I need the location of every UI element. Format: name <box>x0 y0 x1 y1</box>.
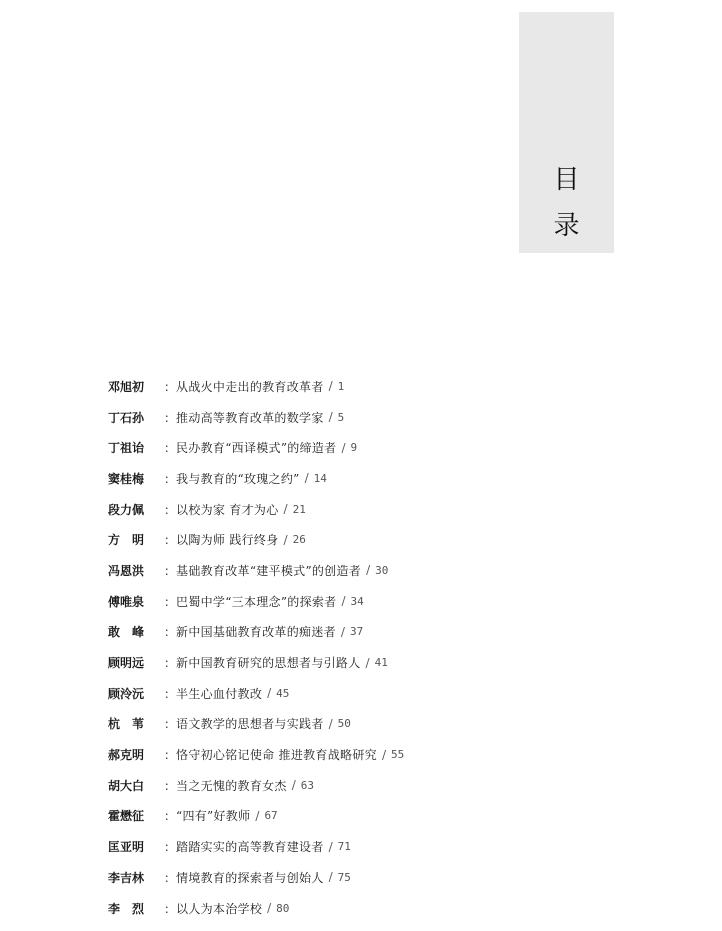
toc-entry-title: 我与教育的“玫瑰之约” <box>176 471 300 486</box>
toc-entry-separator: ： <box>164 379 177 394</box>
toc-entry[interactable] <box>108 494 668 525</box>
toc-entry-page-number: 71 <box>337 840 351 854</box>
toc-entry[interactable] <box>108 862 668 893</box>
toc-entry-slash: / <box>267 686 272 701</box>
toc-entry-title: 基础教育改革“建平模式”的创造者 <box>176 563 362 578</box>
toc-entry-page-number: 50 <box>337 717 351 731</box>
toc-entry-page-number: 41 <box>374 656 388 670</box>
toc-entry-author: 郝克明 <box>108 748 145 763</box>
toc-entry-separator: ： <box>164 533 177 548</box>
toc-heading-char-2: 录 <box>553 211 580 241</box>
toc-entry-author: 方 明 <box>108 533 145 548</box>
toc-entry-separator: ： <box>164 441 177 456</box>
toc-entry-author: 邓旭初 <box>108 379 145 394</box>
toc-entry-separator: ： <box>164 901 177 916</box>
toc-entry-author: 李 烈 <box>108 901 145 916</box>
toc-entry-author: 霍懋征 <box>108 809 145 824</box>
toc-entry-title: 情境教育的探索者与创始人 <box>176 870 324 885</box>
table-of-contents <box>108 371 668 923</box>
toc-entry[interactable] <box>108 893 668 924</box>
toc-entry-page-number: 30 <box>375 563 389 577</box>
toc-entry-title: 半生心血付教改 <box>176 686 263 701</box>
toc-entry[interactable] <box>108 432 668 463</box>
toc-entry-separator: ： <box>164 471 177 486</box>
toc-entry[interactable] <box>108 739 668 770</box>
toc-entry-slash: / <box>283 502 288 517</box>
toc-entry-separator: ： <box>164 656 177 671</box>
toc-entry-title: 当之无愧的教育女杰 <box>176 778 287 793</box>
toc-entry-author: 顾泠沅 <box>108 686 145 701</box>
toc-entry-page-number: 63 <box>300 778 315 792</box>
toc-entry-title: 以陶为师 践行终身 <box>176 533 279 548</box>
toc-entry-title: 新中国基础教育改革的痴迷者 <box>176 625 336 640</box>
toc-entry-separator: ： <box>164 717 177 732</box>
toc-entry-author: 敢 峰 <box>108 625 145 640</box>
toc-entry-separator: ： <box>164 594 177 609</box>
toc-entry-separator: ： <box>164 563 177 578</box>
toc-entry[interactable] <box>108 831 668 862</box>
toc-entry-author: 杭 苇 <box>108 717 145 732</box>
toc-entry-author: 冯恩洪 <box>108 563 145 578</box>
toc-entry[interactable] <box>108 586 668 617</box>
toc-entry-slash: / <box>340 624 345 639</box>
toc-entry-separator: ： <box>164 502 177 517</box>
toc-entry-page-number: 5 <box>337 410 345 424</box>
toc-entry-author: 傅唯泉 <box>108 594 145 609</box>
toc-entry-separator: ： <box>164 840 177 855</box>
toc-entry[interactable] <box>108 463 668 494</box>
toc-entry-separator: ： <box>164 870 177 885</box>
toc-entry-title: 语文教学的思想者与实践者 <box>176 717 324 732</box>
toc-entry-author: 李吉林 <box>108 870 145 885</box>
toc-entry-slash: / <box>328 379 333 394</box>
toc-entry-title: 恪守初心铭记使命 推进教育战略研究 <box>176 748 377 763</box>
toc-entry-title: 推动高等教育改革的数学家 <box>176 410 324 425</box>
toc-entry-author: 窦桂梅 <box>108 471 145 486</box>
toc-entry-slash: / <box>341 440 346 455</box>
toc-entry-slash: / <box>304 471 309 486</box>
toc-entry-slash: / <box>366 563 371 578</box>
toc-entry-page-number: 80 <box>276 901 290 915</box>
toc-entry-separator: ： <box>164 410 177 425</box>
toc-entry-slash: / <box>381 747 386 762</box>
toc-entry-slash: / <box>328 716 333 731</box>
toc-entry-author: 丁祖诒 <box>108 441 145 456</box>
toc-entry[interactable] <box>108 524 668 555</box>
toc-entry[interactable] <box>108 770 668 801</box>
toc-entry-author: 顾明远 <box>108 656 145 671</box>
toc-entry-separator: ： <box>164 809 177 824</box>
toc-entry-separator: ： <box>164 748 177 763</box>
toc-entry-separator: ： <box>164 625 177 640</box>
toc-entry-separator: ： <box>164 686 177 701</box>
toc-entry-author: 段力佩 <box>108 502 145 517</box>
toc-entry-author: 匡亚明 <box>108 840 145 855</box>
toc-entry-slash: / <box>267 901 272 916</box>
toc-entry-page-number: 26 <box>292 533 306 547</box>
toc-entry-page-number: 45 <box>276 686 290 700</box>
toc-entry-slash: / <box>283 532 288 547</box>
toc-entry-page-number: 21 <box>292 502 306 516</box>
toc-entry-separator: ： <box>164 778 177 793</box>
toc-entry[interactable] <box>108 371 668 402</box>
toc-entry-slash: / <box>341 594 346 609</box>
toc-entry-title: 从战火中走出的教育改革者 <box>176 379 324 394</box>
toc-heading-char-1: 目 <box>553 165 580 195</box>
toc-entry-slash: / <box>291 778 296 793</box>
toc-entry-slash: / <box>328 410 333 425</box>
toc-entry-slash: / <box>328 839 333 854</box>
toc-entry-title: 民办教育“西译模式”的缔造者 <box>176 441 337 456</box>
toc-entry-page-number: 14 <box>313 471 327 485</box>
toc-entry-page-number: 1 <box>337 379 345 393</box>
toc-entry-title: 巴蜀中学“三本理念”的探索者 <box>176 594 337 609</box>
toc-entry[interactable] <box>108 402 668 433</box>
toc-entry-title: “四有”好教师 <box>176 809 251 824</box>
toc-entry[interactable] <box>108 555 668 586</box>
toc-entry-title: 以人为本治学校 <box>176 901 263 916</box>
toc-entry-page-number: 9 <box>350 441 358 455</box>
toc-entry-author: 胡大白 <box>108 778 145 793</box>
toc-heading-tab <box>519 12 614 253</box>
toc-entry[interactable] <box>108 617 668 648</box>
toc-entry-page-number: 75 <box>337 870 351 884</box>
toc-entry[interactable] <box>108 801 668 832</box>
toc-entry[interactable] <box>108 709 668 740</box>
toc-entry-page-number: 34 <box>350 594 364 608</box>
toc-entry-slash: / <box>365 655 370 670</box>
toc-entry[interactable] <box>108 678 668 709</box>
toc-entry-title: 以校为家 育才为心 <box>176 502 279 517</box>
toc-entry-title: 踏踏实实的高等教育建设者 <box>176 840 324 855</box>
toc-entry-page-number: 55 <box>390 748 405 762</box>
toc-entry-slash: / <box>255 808 260 823</box>
toc-entry[interactable] <box>108 647 668 678</box>
toc-entry-page-number: 67 <box>264 809 278 823</box>
toc-entry-author: 丁石孙 <box>108 410 145 425</box>
toc-entry-page-number: 37 <box>349 625 364 639</box>
toc-entry-title: 新中国教育研究的思想者与引路人 <box>176 656 361 671</box>
toc-entry-slash: / <box>328 870 333 885</box>
